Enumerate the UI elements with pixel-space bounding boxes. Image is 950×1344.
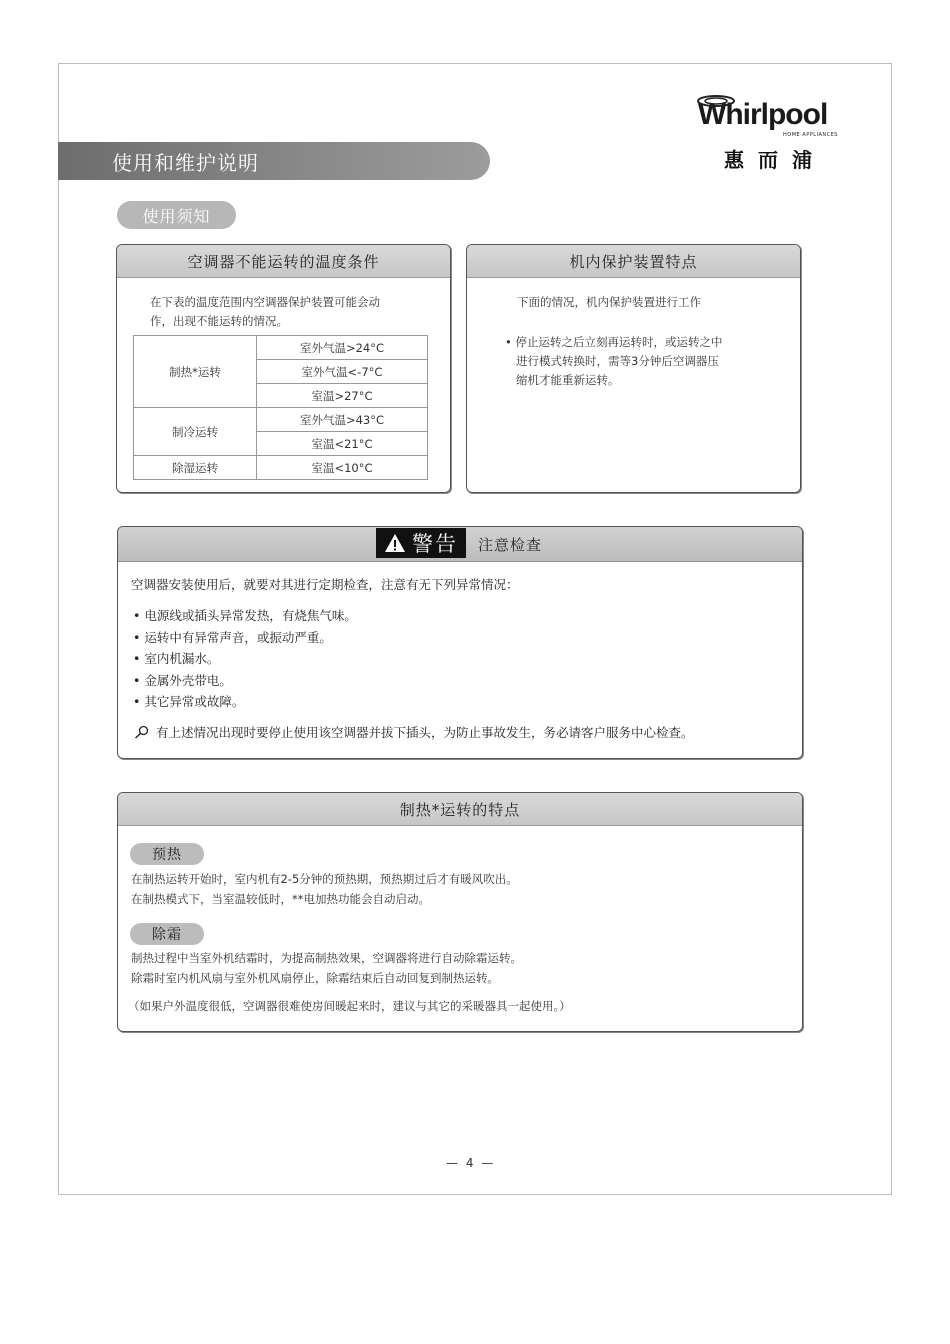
list-item: • 金属外壳带电。 (133, 670, 357, 692)
logo-wordmark: Whirlpool (698, 98, 828, 131)
table-cell-mode: 除湿运转 (134, 456, 257, 480)
section-label: 使用须知 (117, 201, 236, 229)
warning-box (117, 526, 803, 759)
warning-triangle-icon (384, 533, 406, 553)
table-cell-condition: 室温<21°C (257, 432, 428, 456)
bullet-dot: • (505, 335, 516, 349)
preheat-label: 预热 (130, 843, 204, 865)
temperature-box-title: 空调器不能运转的温度条件 (117, 245, 450, 278)
warning-intro: 空调器安装使用后，就要对其进行定期检查，注意有无下列异常情况： (131, 577, 519, 592)
table-row (134, 336, 428, 360)
page-title: 使用和维护说明 (58, 142, 490, 180)
page-number: — 4 — (446, 1156, 496, 1170)
warning-badge (376, 528, 466, 558)
table-cell-condition: 室外气温>24°C (257, 336, 428, 360)
heating-features-box (117, 792, 803, 1032)
warning-title: 注意检查 (478, 536, 543, 554)
preheat-text: 在制热运转开始时，室内机有2-5分钟的预热期，预热期过后才有暖风吹出。 在制热模式下，当室温较低时，**电加热功能会自动启动。 (131, 872, 518, 906)
logo-subtitle: HOME APPLIANCES (783, 132, 838, 138)
defrost-text: 制热过程中当室外机结霜时，为提高制热效果，空调器将进行自动除霜运转。 除霜时室内机风扇与室外机风扇停止，除霜结束后自动回复到制热运转。 (131, 951, 522, 985)
heating-note: （如果户外温度很低，空调器很难使房间暖起来时，建议与其它的采暖器具一起使用。） (128, 999, 571, 1013)
warning-header (118, 527, 802, 562)
table-cell-condition: 室温<10°C (257, 456, 428, 480)
warning-list (133, 605, 357, 713)
temperature-conditions-box (116, 244, 451, 493)
table-cell-condition: 室温>27°C (257, 384, 428, 408)
whirlpool-logo (698, 100, 848, 173)
list-item: • 运转中有异常声音，或振动严重。 (133, 627, 357, 649)
protection-features-box (466, 244, 801, 493)
temperature-box-intro: 在下表的温度范围内空调器保护装置可能会动 作，出现不能运转的情况。 (150, 295, 380, 328)
logo-chinese-name: 惠而浦 (724, 148, 826, 172)
list-item: • 室内机漏水。 (133, 648, 357, 670)
table-row (134, 456, 428, 480)
protection-box-title: 机内保护装置特点 (467, 245, 800, 278)
defrost-label: 除霜 (130, 923, 204, 945)
table-cell-mode: 制热*运转 (134, 336, 257, 408)
protection-box-bullet: • 停止运转之后立刻再运转时，或运转之中 进行模式转换时，需等3分钟后空调器压 缩机才能重新运转。 (505, 335, 723, 387)
table-cell-mode: 制冷运转 (134, 408, 257, 456)
warning-badge-label: 警告 (412, 532, 458, 556)
temperature-table (133, 335, 428, 480)
magnifier-icon (134, 725, 150, 739)
table-cell-condition: 室外气温>43°C (257, 408, 428, 432)
logo-swirl-icon (696, 94, 736, 108)
heating-box-title: 制热*运转的特点 (118, 793, 802, 826)
list-item: • 其它异常或故障。 (133, 691, 357, 713)
list-item: • 电源线或插头异常发热，有烧焦气味。 (133, 605, 357, 627)
protection-box-intro: 下面的情况，机内保护装置进行工作 (517, 295, 701, 309)
table-cell-condition: 室外气温<-7°C (257, 360, 428, 384)
warning-note: 有上述情况出现时要停止使用该空调器并拔下插头，为防止事故发生，务必请客户服务中心检查。 (134, 723, 694, 741)
table-row (134, 408, 428, 432)
